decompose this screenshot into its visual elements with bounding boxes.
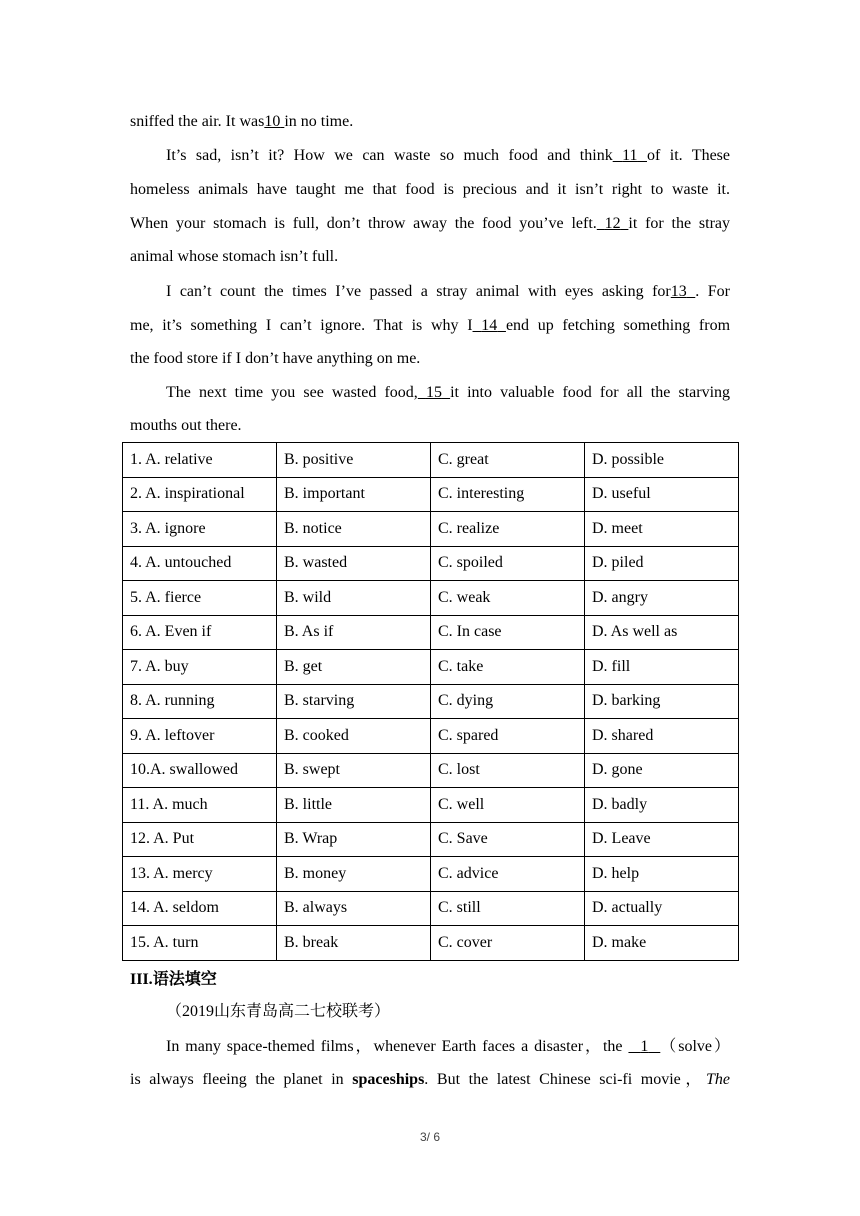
blank-11: 11 <box>622 147 638 164</box>
option-cell: 14. A. seldom <box>123 891 277 926</box>
blank-13: 13 <box>670 283 687 300</box>
option-cell: B. wasted <box>277 546 431 581</box>
option-cell: 1. A. relative <box>123 443 277 478</box>
option-cell: D. useful <box>585 477 739 512</box>
option-cell: C. spared <box>431 719 585 754</box>
passage-line: mouths out there. <box>130 417 242 434</box>
option-cell: C. still <box>431 891 585 926</box>
option-cell: 15. A. turn <box>123 926 277 961</box>
passage-line: The next time you see wasted food, 15 it into valuable food for all the starving <box>166 384 731 401</box>
option-cell: C. realize <box>431 512 585 547</box>
option-cell: C. advice <box>431 857 585 892</box>
option-cell: C. take <box>431 650 585 685</box>
option-cell: C. spoiled <box>431 546 585 581</box>
option-row <box>123 581 739 616</box>
option-row <box>123 788 739 823</box>
option-cell: C. lost <box>431 753 585 788</box>
page-number: 3/ 6 <box>419 1130 440 1144</box>
passage-line: animal whose stomach isn’t full. <box>130 248 339 265</box>
option-row <box>123 684 739 719</box>
option-cell: 11. A. much <box>123 788 277 823</box>
option-cell: D. As well as <box>585 615 739 650</box>
option-row <box>123 477 739 512</box>
option-cell: 10.A. swallowed <box>123 753 277 788</box>
option-cell: D. badly <box>585 788 739 823</box>
option-row <box>123 891 739 926</box>
option-cell: C. In case <box>431 615 585 650</box>
option-cell: 3. A. ignore <box>123 512 277 547</box>
option-cell: B. swept <box>277 753 431 788</box>
passage-line: homeless animals have taught me that food is precious and it isn’t right to waste it. <box>130 181 730 198</box>
option-cell: B. money <box>277 857 431 892</box>
option-cell: 2. A. inspirational <box>123 477 277 512</box>
option-cell: B. starving <box>277 684 431 719</box>
option-cell: B. cooked <box>277 719 431 754</box>
option-cell: 5. A. fierce <box>123 581 277 616</box>
option-row <box>123 650 739 685</box>
option-cell: D. meet <box>585 512 739 547</box>
option-cell: 4. A. untouched <box>123 546 277 581</box>
option-cell: D. Leave <box>585 822 739 857</box>
option-row <box>123 822 739 857</box>
option-cell: D. piled <box>585 546 739 581</box>
option-cell: B. get <box>277 650 431 685</box>
option-row <box>123 926 739 961</box>
exam-source: （2019山东青岛高二七校联考） <box>166 1003 391 1020</box>
option-cell: B. little <box>277 788 431 823</box>
option-cell: B. wild <box>277 581 431 616</box>
option-row <box>123 512 739 547</box>
passage-line: I can’t count the times I’ve passed a stray animal with eyes asking for13 . For <box>166 283 731 300</box>
option-cell: B. important <box>277 477 431 512</box>
blank-10: 10 <box>264 113 281 130</box>
option-cell: 12. A. Put <box>123 822 277 857</box>
option-row <box>123 857 739 892</box>
passage-line: me, it’s something I can’t ignore. That is why I 14 end up fetching something from <box>130 317 731 334</box>
option-cell: C. great <box>431 443 585 478</box>
option-cell: D. possible <box>585 443 739 478</box>
option-cell: B. positive <box>277 443 431 478</box>
options-table <box>122 442 739 961</box>
option-cell: D. make <box>585 926 739 961</box>
option-row <box>123 719 739 754</box>
option-cell: D. barking <box>585 684 739 719</box>
option-cell: D. shared <box>585 719 739 754</box>
option-cell: B. Wrap <box>277 822 431 857</box>
option-cell: D. angry <box>585 581 739 616</box>
option-cell: C. Save <box>431 822 585 857</box>
blank-15: 15 <box>425 384 442 401</box>
option-row <box>123 443 739 478</box>
blank-1: 1 <box>640 1038 649 1055</box>
passage-line: It’s sad, isn’t it? How we can waste so much food and think 11 of it. These <box>166 147 731 164</box>
option-cell: B. As if <box>277 615 431 650</box>
option-cell: C. interesting <box>431 477 585 512</box>
passage-line: In many space-themed films，whenever Earth faces a disaster，the 1 （solve） <box>166 1038 730 1055</box>
passage-line: is always fleeing the planet in spaceships. But the latest Chinese sci-fi movie，The <box>130 1071 730 1088</box>
passage-line: When your stomach is full, don’t throw away the food you’ve left. 12 it for the stray <box>130 215 731 232</box>
option-row <box>123 615 739 650</box>
option-cell: 9. A. leftover <box>123 719 277 754</box>
option-cell: 8. A. running <box>123 684 277 719</box>
option-row <box>123 753 739 788</box>
option-cell: 6. A. Even if <box>123 615 277 650</box>
option-cell: D. help <box>585 857 739 892</box>
option-cell: C. cover <box>431 926 585 961</box>
option-cell: D. fill <box>585 650 739 685</box>
option-cell: C. dying <box>431 684 585 719</box>
option-cell: D. actually <box>585 891 739 926</box>
option-cell: C. weak <box>431 581 585 616</box>
option-cell: 13. A. mercy <box>123 857 277 892</box>
option-cell: B. always <box>277 891 431 926</box>
blank-12: 12 <box>604 215 621 232</box>
passage-line: the food store if I don’t have anything on me. <box>130 350 421 367</box>
option-cell: C. well <box>431 788 585 823</box>
option-cell: B. break <box>277 926 431 961</box>
option-cell: B. notice <box>277 512 431 547</box>
option-cell: 7. A. buy <box>123 650 277 685</box>
option-row <box>123 546 739 581</box>
passage-line: sniffed the air. It was10 in no time. <box>130 113 354 130</box>
option-cell: D. gone <box>585 753 739 788</box>
section-heading: III.语法填空 <box>130 969 217 988</box>
blank-14: 14 <box>481 317 498 334</box>
